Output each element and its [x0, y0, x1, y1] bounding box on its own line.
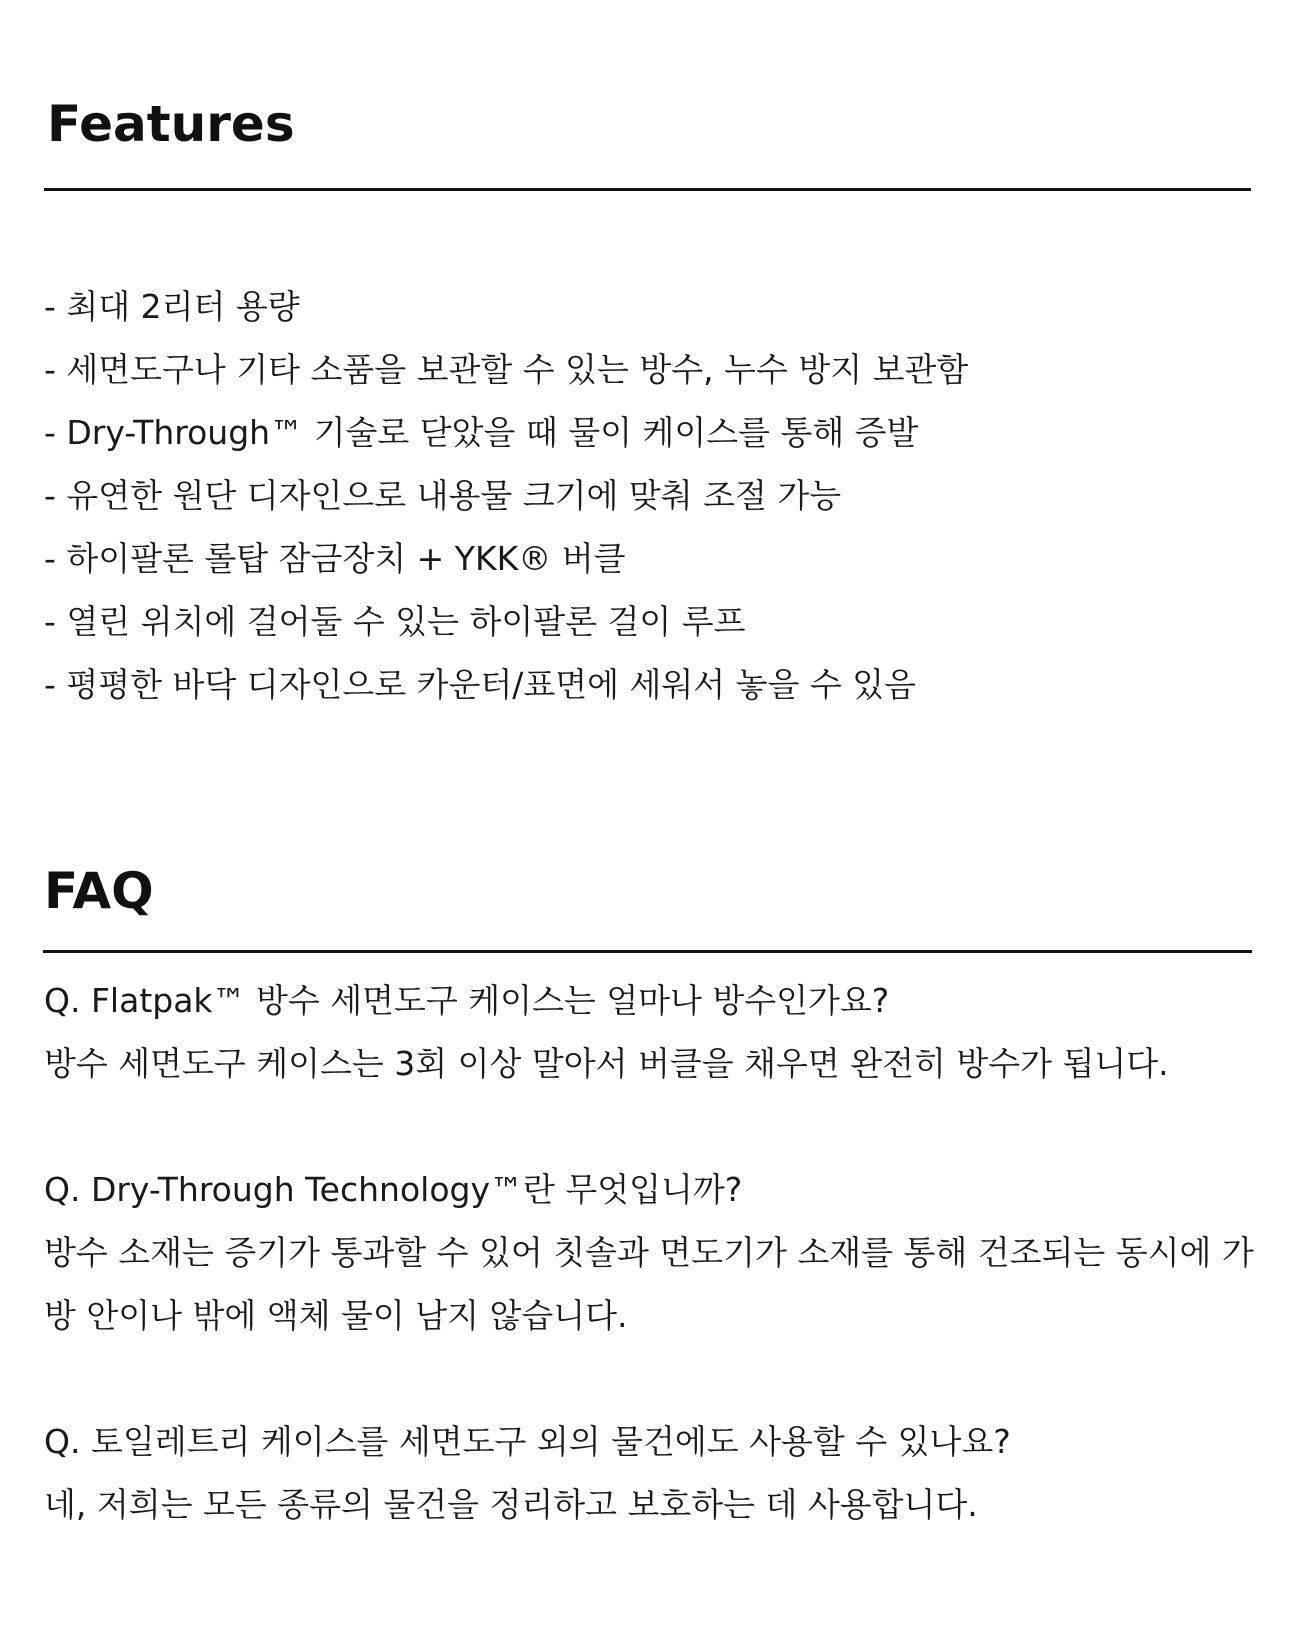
- faq-heading: FAQ: [44, 862, 154, 920]
- faq-divider: [43, 950, 1252, 953]
- feature-item-flat-bottom: - 평평한 바닥 디자인으로 카운터/표면에 세워서 놓을 수 있음: [44, 665, 917, 704]
- faq-question: Q. Flatpak™ 방수 세면도구 케이스는 얼마나 방수인가요?: [44, 981, 890, 1020]
- feature-item-capacity: - 최대 2리터 용량: [44, 287, 300, 326]
- feature-item-dry-through: - Dry-Through™ 기술로 닫았을 때 물이 케이스를 통해 증발: [44, 413, 919, 452]
- features-heading: Features: [47, 95, 295, 153]
- feature-item-rolltop-closure: - 하이팔론 롤탑 잠금장치 + YKK® 버클: [44, 539, 626, 578]
- faq-question: Q. Dry-Through Technology™란 무엇입니까?: [44, 1170, 743, 1209]
- faq-entry: [44, 1158, 1254, 1347]
- faq-answer: 방수 소재는 증기가 통과할 수 있어 칫솔과 면도기가 소재를 통해 건조되는 동시에 가방 안이나 밖에 액체 물이 남지 않습니다.: [44, 1233, 1254, 1335]
- features-list: [44, 275, 968, 716]
- faq-question: Q. 토일레트리 케이스를 세면도구 외의 물건에도 사용할 수 있나요?: [44, 1422, 1011, 1461]
- faq-answer: 방수 세면도구 케이스는 3회 이상 말아서 버클을 채우면 완전히 방수가 됩니다.: [44, 1044, 1169, 1083]
- features-divider: [44, 188, 1251, 191]
- faq-answer: 네, 저희는 모든 종류의 물건을 정리하고 보호하는 데 사용합니다.: [44, 1485, 978, 1524]
- faq-entry: [44, 1410, 1254, 1536]
- feature-item-waterproof-storage: - 세면도구나 기타 소품을 보관할 수 있는 방수, 누수 방지 보관함: [44, 350, 969, 389]
- feature-item-hang-loop: - 열린 위치에 걸어둘 수 있는 하이팔론 걸이 루프: [44, 602, 746, 641]
- feature-item-flexible-fabric: - 유연한 원단 디자인으로 내용물 크기에 맞춰 조절 가능: [44, 476, 842, 515]
- faq-entry: [44, 969, 1254, 1095]
